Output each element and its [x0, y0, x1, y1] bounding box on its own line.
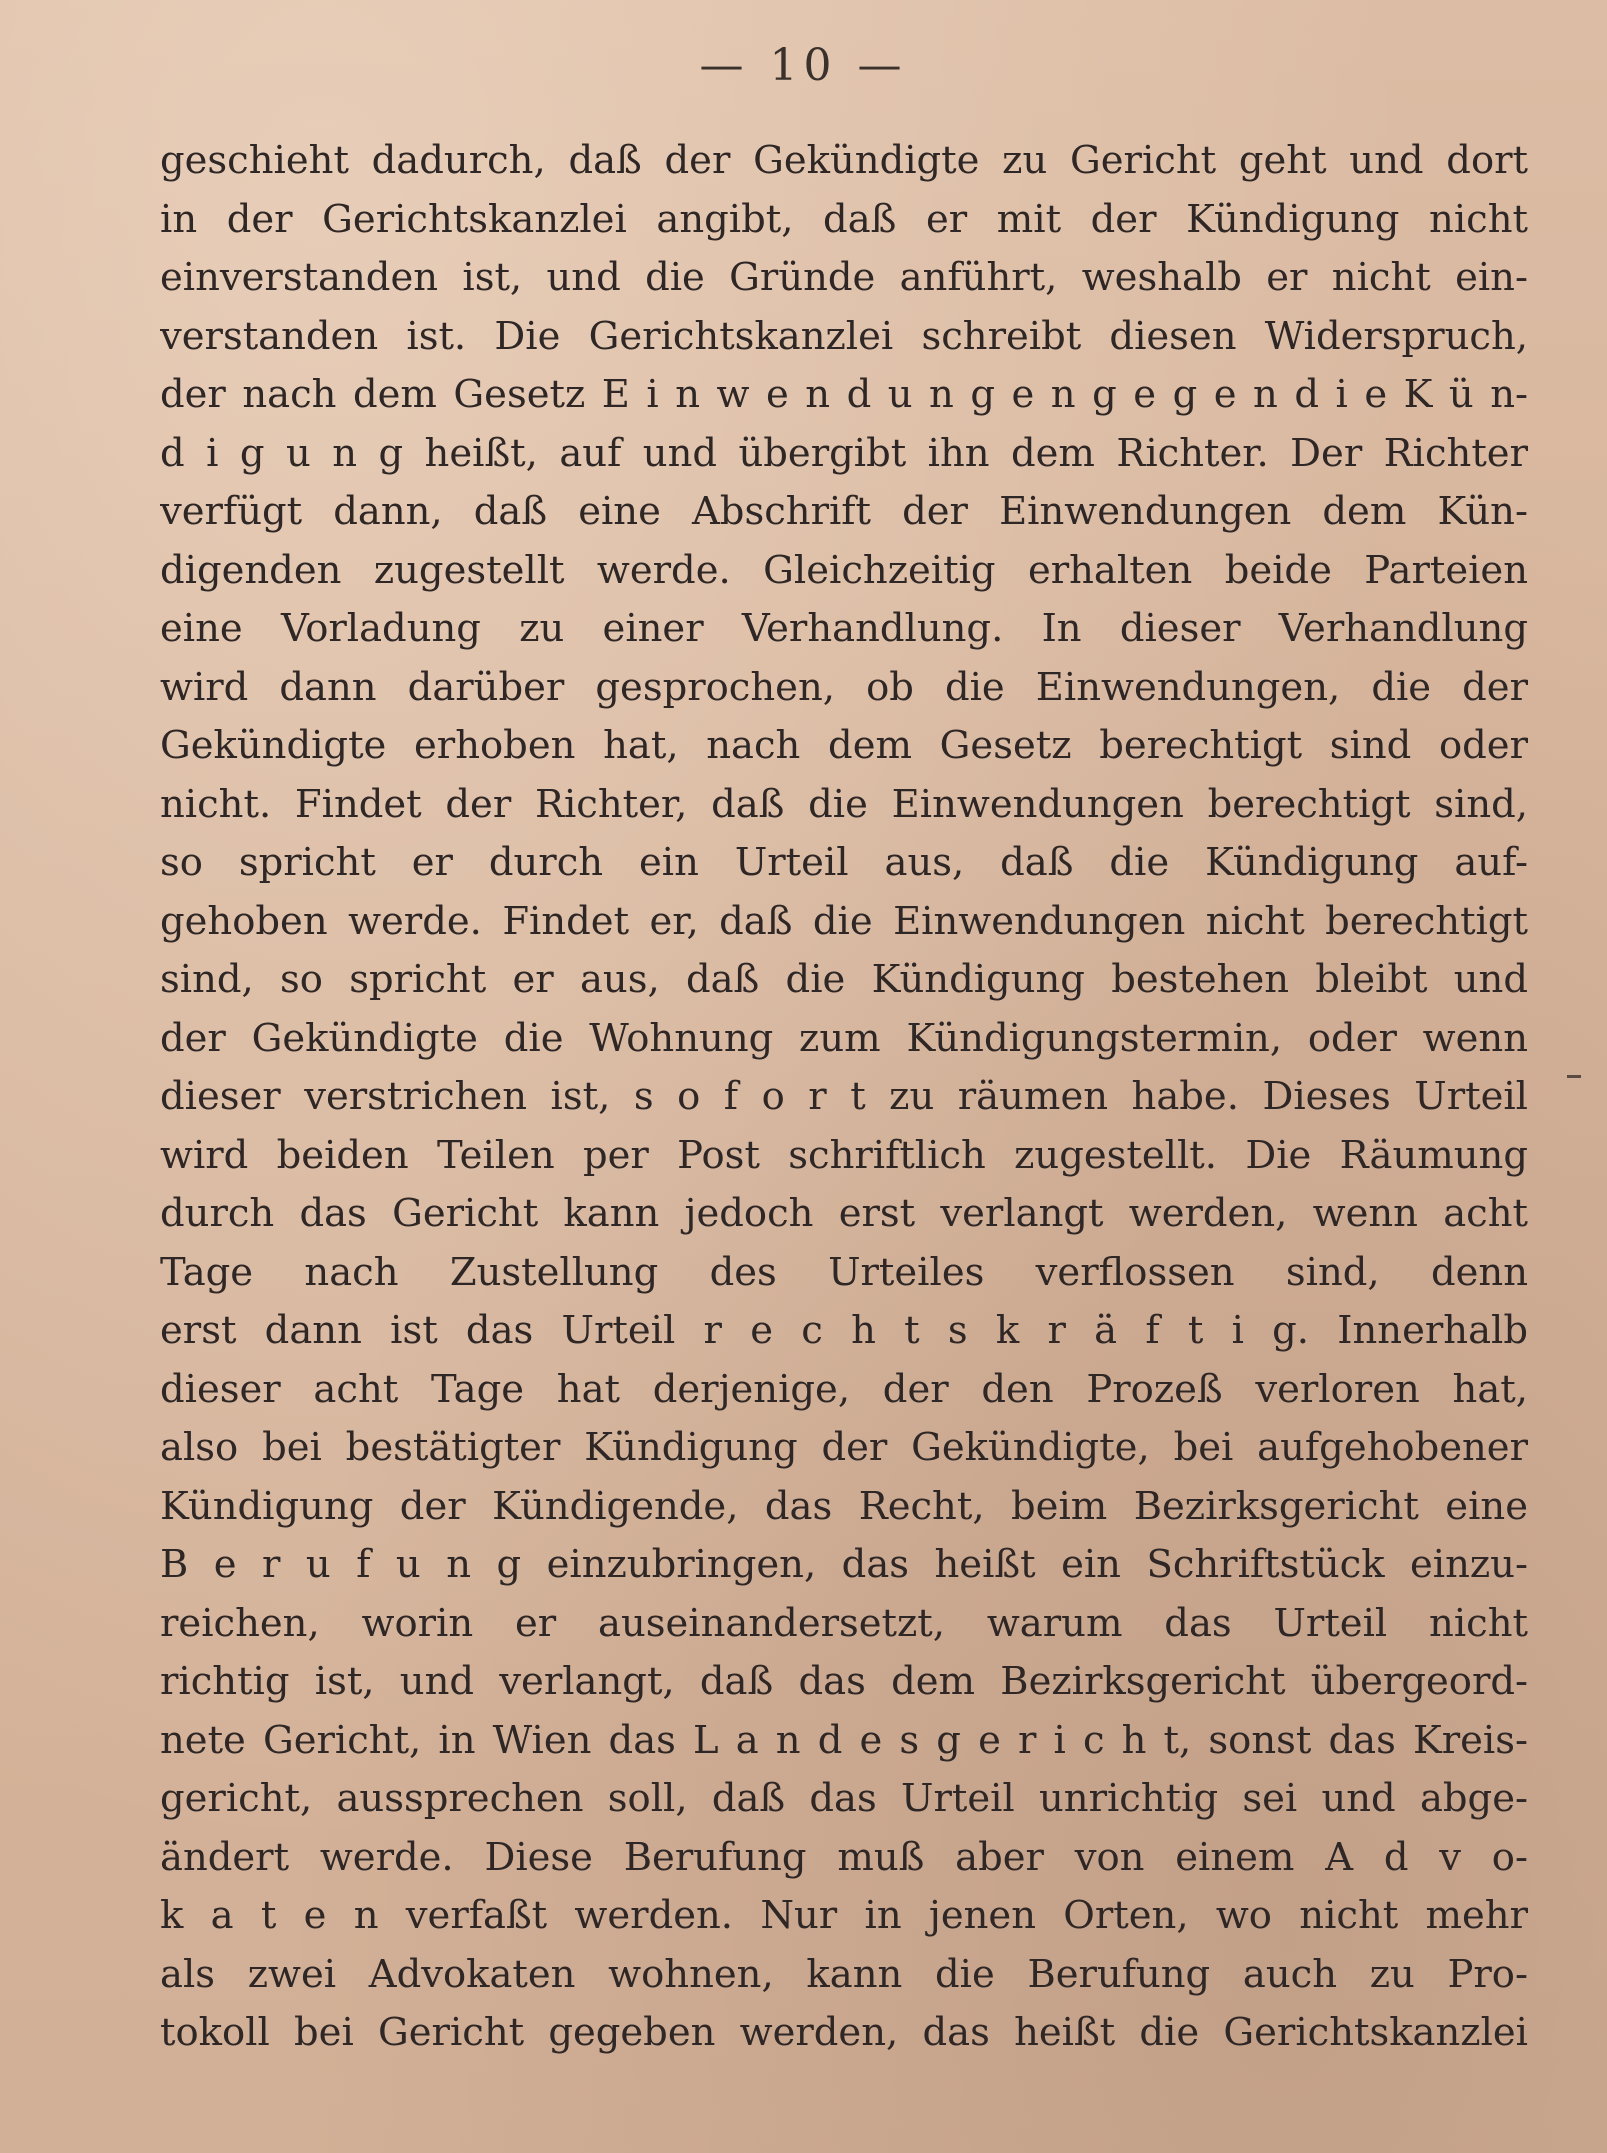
text-line: einverstanden ist, und die Gründe anführt, weshalb er nicht ein-: [160, 255, 1528, 300]
text-line: also bei bestätigter Kündigung der Gekündigte, bei aufgehobener: [160, 1425, 1528, 1470]
text-line: eine Vorladung zu einer Verhandlung. In dieser Verhandlung: [160, 606, 1528, 651]
text-line: k a t e n verfaßt werden. Nur in jenen Orten, wo nicht mehr: [160, 1893, 1528, 1938]
text-line: verstanden ist. Die Gerichtskanzlei schreibt diesen Widerspruch,: [160, 313, 1528, 359]
page-number: — 10 —: [699, 40, 908, 91]
text-line: wird dann darüber gesprochen, ob die Einwendungen, die der: [160, 664, 1528, 710]
text-line: Kündigung der Kündigende, das Recht, beim Bezirksgericht eine: [160, 1483, 1528, 1529]
text-line: ändert werde. Diese Berufung muß aber von einem A d v o-: [160, 1834, 1528, 1880]
text-line: reichen, worin er auseinandersetzt, warum das Urteil nicht: [160, 1600, 1528, 1646]
text-line: in der Gerichtskanzlei angibt, daß er mit der Kündigung nicht: [160, 196, 1528, 242]
text-line: verfügt dann, daß eine Abschrift der Einwendungen dem Kün-: [160, 489, 1528, 534]
text-line: d i g u n g heißt, auf und übergibt ihn dem Richter. Der Richter: [160, 430, 1528, 476]
body-text: [160, 132, 1528, 2063]
text-line: Gekündigte erhoben hat, nach dem Gesetz berechtigt sind oder: [160, 723, 1528, 768]
text-line: dieser verstrichen ist, s o f o r t zu räumen habe. Dieses Urteil: [160, 1074, 1528, 1119]
text-line: geschieht dadurch, daß der Gekündigte zu Gericht geht und dort: [160, 138, 1528, 183]
text-line: richtig ist, und verlangt, daß das dem Bezirksgericht übergeord-: [160, 1659, 1528, 1704]
text-line: der nach dem Gesetz E i n w e n d u n g e n g e g e n d i e K ü n-: [160, 372, 1528, 417]
text-line: B e r u f u n g einzubringen, das heißt ein Schriftstück einzu-: [160, 1542, 1528, 1587]
text-line: der Gekündigte die Wohnung zum Kündigungstermin, oder wenn: [160, 1015, 1528, 1061]
text-line: als zwei Advokaten wohnen, kann die Berufung auch zu Pro-: [160, 1951, 1528, 1997]
text-line: gehoben werde. Findet er, daß die Einwendungen nicht berechtigt: [160, 898, 1528, 944]
text-line: Tage nach Zustellung des Urteiles verflossen sind, denn: [160, 1249, 1528, 1295]
text-line: durch das Gericht kann jedoch erst verlangt werden, wenn acht: [160, 1191, 1528, 1236]
text-line: tokoll bei Gericht gegeben werden, das heißt die Gerichtskanzlei: [160, 2010, 1528, 2055]
text-line: erst dann ist das Urteil r e c h t s k r ä f t i g. Innerhalb: [160, 1308, 1528, 1353]
text-line: wird beiden Teilen per Post schriftlich zugestellt. Die Räumung: [160, 1132, 1528, 1178]
text-line: nicht. Findet der Richter, daß die Einwendungen berechtigt sind,: [160, 781, 1528, 827]
margin-mark: [1567, 1075, 1581, 1078]
text-line: digenden zugestellt werde. Gleichzeitig erhalten beide Parteien: [160, 547, 1528, 593]
text-line: gericht, aussprechen soll, daß das Urteil unrichtig sei und abge-: [160, 1776, 1528, 1821]
text-line: sind, so spricht er aus, daß die Kündigung bestehen bleibt und: [160, 957, 1528, 1002]
text-line: dieser acht Tage hat derjenige, der den Prozeß verloren hat,: [160, 1366, 1528, 1412]
text-line: nete Gericht, in Wien das L a n d e s g e r i c h t, sonst das Kreis-: [160, 1717, 1528, 1763]
text-line: so spricht er durch ein Urteil aus, daß die Kündigung auf-: [160, 840, 1528, 885]
